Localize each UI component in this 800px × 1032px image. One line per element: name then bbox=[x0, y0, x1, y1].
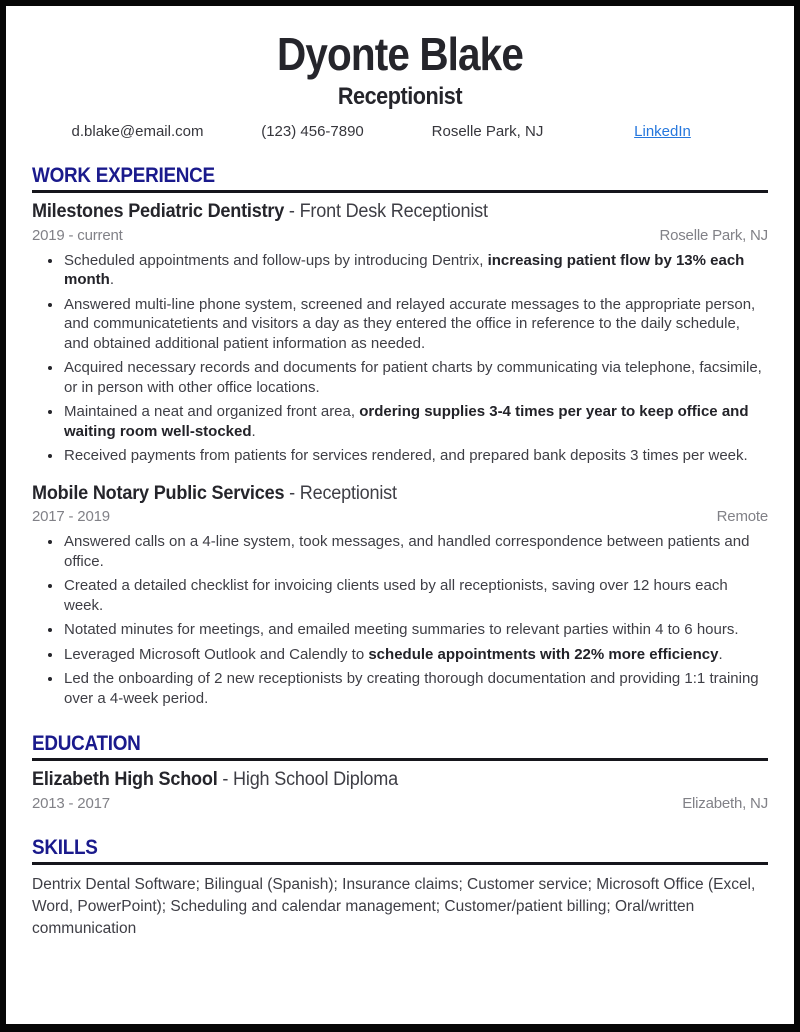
school-name: Elizabeth High School bbox=[32, 769, 218, 791]
contact-phone: (123) 456-7890 bbox=[261, 122, 364, 140]
job-dates: 2017 - 2019 bbox=[32, 508, 110, 526]
contact-row bbox=[50, 123, 750, 140]
bullet-item: • Notated minutes for meetings, and emailed meeting summaries to relevant parties within 4 to 6 hours. bbox=[63, 620, 768, 640]
job-separator: - bbox=[284, 482, 300, 504]
section-rule bbox=[32, 758, 768, 761]
education-heading: EDUCATION bbox=[32, 732, 141, 756]
job-role: Front Desk Receptionist bbox=[299, 200, 488, 222]
job-dates: 2019 - current bbox=[32, 226, 123, 244]
job-block bbox=[32, 200, 768, 466]
section-skills bbox=[32, 836, 768, 940]
job-title-row bbox=[32, 482, 731, 506]
job-separator: - bbox=[284, 200, 300, 222]
work-experience-heading: WORK EXPERIENCE bbox=[32, 163, 215, 187]
education-location: Elizabeth, NJ bbox=[682, 795, 768, 813]
section-rule bbox=[32, 190, 768, 193]
education-separator: - bbox=[217, 769, 234, 791]
section-work-experience bbox=[32, 164, 768, 709]
linkedin-link[interactable]: LinkedIn bbox=[634, 122, 691, 140]
job-title-row bbox=[32, 200, 731, 224]
section-education bbox=[32, 732, 768, 812]
bullet-item: • Scheduled appointments and follow-ups by introducing Dentrix, increasing patient flow by 13% each month. bbox=[63, 251, 768, 290]
bullet-item: • Received payments from patients for services rendered, and prepared bank deposits 3 times per week. bbox=[63, 446, 768, 466]
bullet-item: • Leveraged Microsoft Outlook and Calendly to schedule appointments with 22% more efficiency. bbox=[63, 645, 768, 665]
job-meta-row bbox=[32, 508, 768, 525]
job-location: Roselle Park, NJ bbox=[659, 226, 768, 244]
person-name: Dyonte Blake bbox=[277, 28, 523, 80]
contact-location: Roselle Park, NJ bbox=[431, 122, 544, 140]
education-dates: 2013 - 2017 bbox=[32, 795, 110, 813]
bullet-list bbox=[32, 251, 768, 466]
job-block bbox=[32, 482, 768, 709]
bullet-item: • Acquired necessary records and documents for patient charts by communicating via telephone, facsimile, or in person with other office locations. bbox=[63, 358, 768, 397]
skills-text: Dentrix Dental Software; Bilingual (Spanish); Insurance claims; Customer service; Microsoft Office (Excel, Word, PowerPoint); Scheduling and calendar management; Customer/patient billing; Oral/written communication bbox=[32, 876, 756, 938]
degree: High School Diploma bbox=[233, 769, 398, 791]
job-meta-row bbox=[32, 227, 768, 244]
company-name: Milestones Pediatric Dentistry bbox=[32, 200, 285, 222]
job-role: Receptionist bbox=[299, 482, 397, 504]
education-title-row bbox=[32, 768, 731, 792]
bullet-item: • Maintained a neat and organized front area, ordering supplies 3-4 times per year to keep office and waiting room well-stocked. bbox=[63, 402, 768, 441]
company-name: Mobile Notary Public Services bbox=[32, 482, 285, 504]
section-rule bbox=[32, 862, 768, 865]
bullet-item: • Answered multi-line phone system, screened and relayed accurate messages to the appropriate person, and communicatetients and visitors a day as they entered the office in reference to the daily schedule, and obtained additional patient information as needed. bbox=[63, 295, 768, 354]
bullet-item: • Led the onboarding of 2 new receptionists by creating thorough documentation and providing 1:1 training over a 4-week period. bbox=[63, 669, 768, 708]
job-location: Remote bbox=[716, 508, 768, 526]
bullet-item: • Answered calls on a 4-line system, took messages, and handled correspondence between patients and office. bbox=[63, 532, 768, 571]
education-meta-row bbox=[32, 795, 768, 812]
bullet-item: • Created a detailed checklist for invoicing clients used by all receptionists, saving over 12 hours each week. bbox=[63, 576, 768, 615]
contact-email: d.blake@email.com bbox=[71, 122, 204, 140]
bullet-list bbox=[32, 532, 768, 708]
person-title: Receptionist bbox=[337, 83, 463, 111]
skills-heading: SKILLS bbox=[32, 836, 98, 860]
